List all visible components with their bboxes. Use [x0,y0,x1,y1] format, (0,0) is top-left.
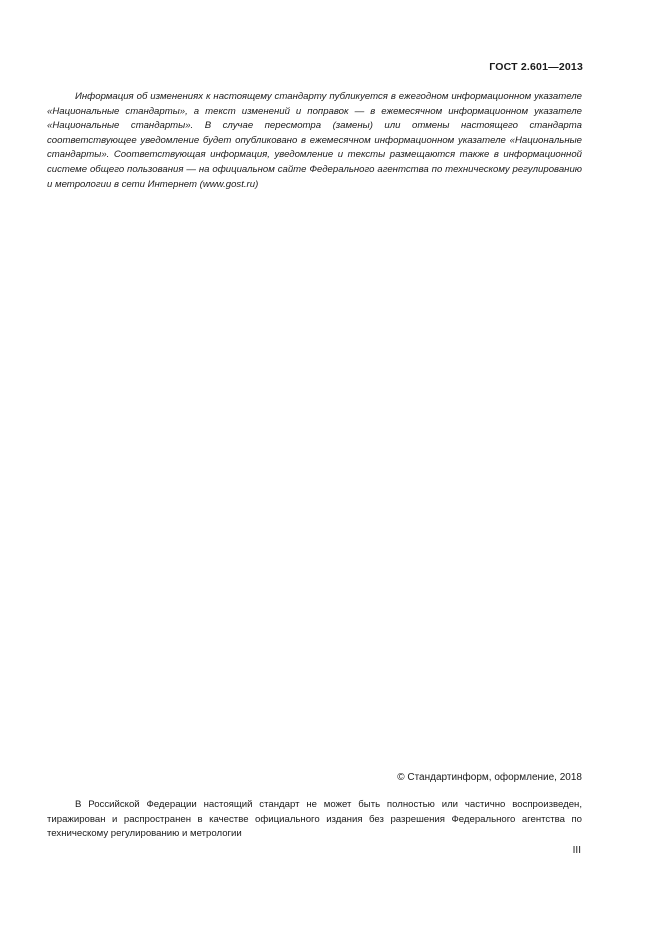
standard-code-header: ГОСТ 2.601—2013 [489,61,583,73]
reproduction-rights-notice: В Российской Федерации настоящий стандарт не может быть полностью или частично воспроизведен, тиражирован и распространен в качестве официального издания без разрешения Федерального агентства по техническому регулированию и метрологии [47,799,582,840]
amendments-info-paragraph: Информация об изменениях к настоящему стандарту публикуется в ежегодном информационном указателе «Национальные стандарты», а текст изменений и поправок — в ежемесячном информационном указателе «Национальные стандарты». В случае пересмотра (замены) или отмены настоящего стандарта соответствующее уведомление будет опубликовано в ежемесячном информационном указателе «Национальные стандарты». Соответствующая информация, уведомление и тексты размещаются также в информационной системе общего пользования — на официальном сайте Федерального агентства по техническому регулированию и метрологии в сети Интернет (www.gost.ru) [47,91,582,190]
page-number: III [572,845,581,856]
copyright-notice: © Стандартинформ, оформление, 2018 [397,772,582,783]
